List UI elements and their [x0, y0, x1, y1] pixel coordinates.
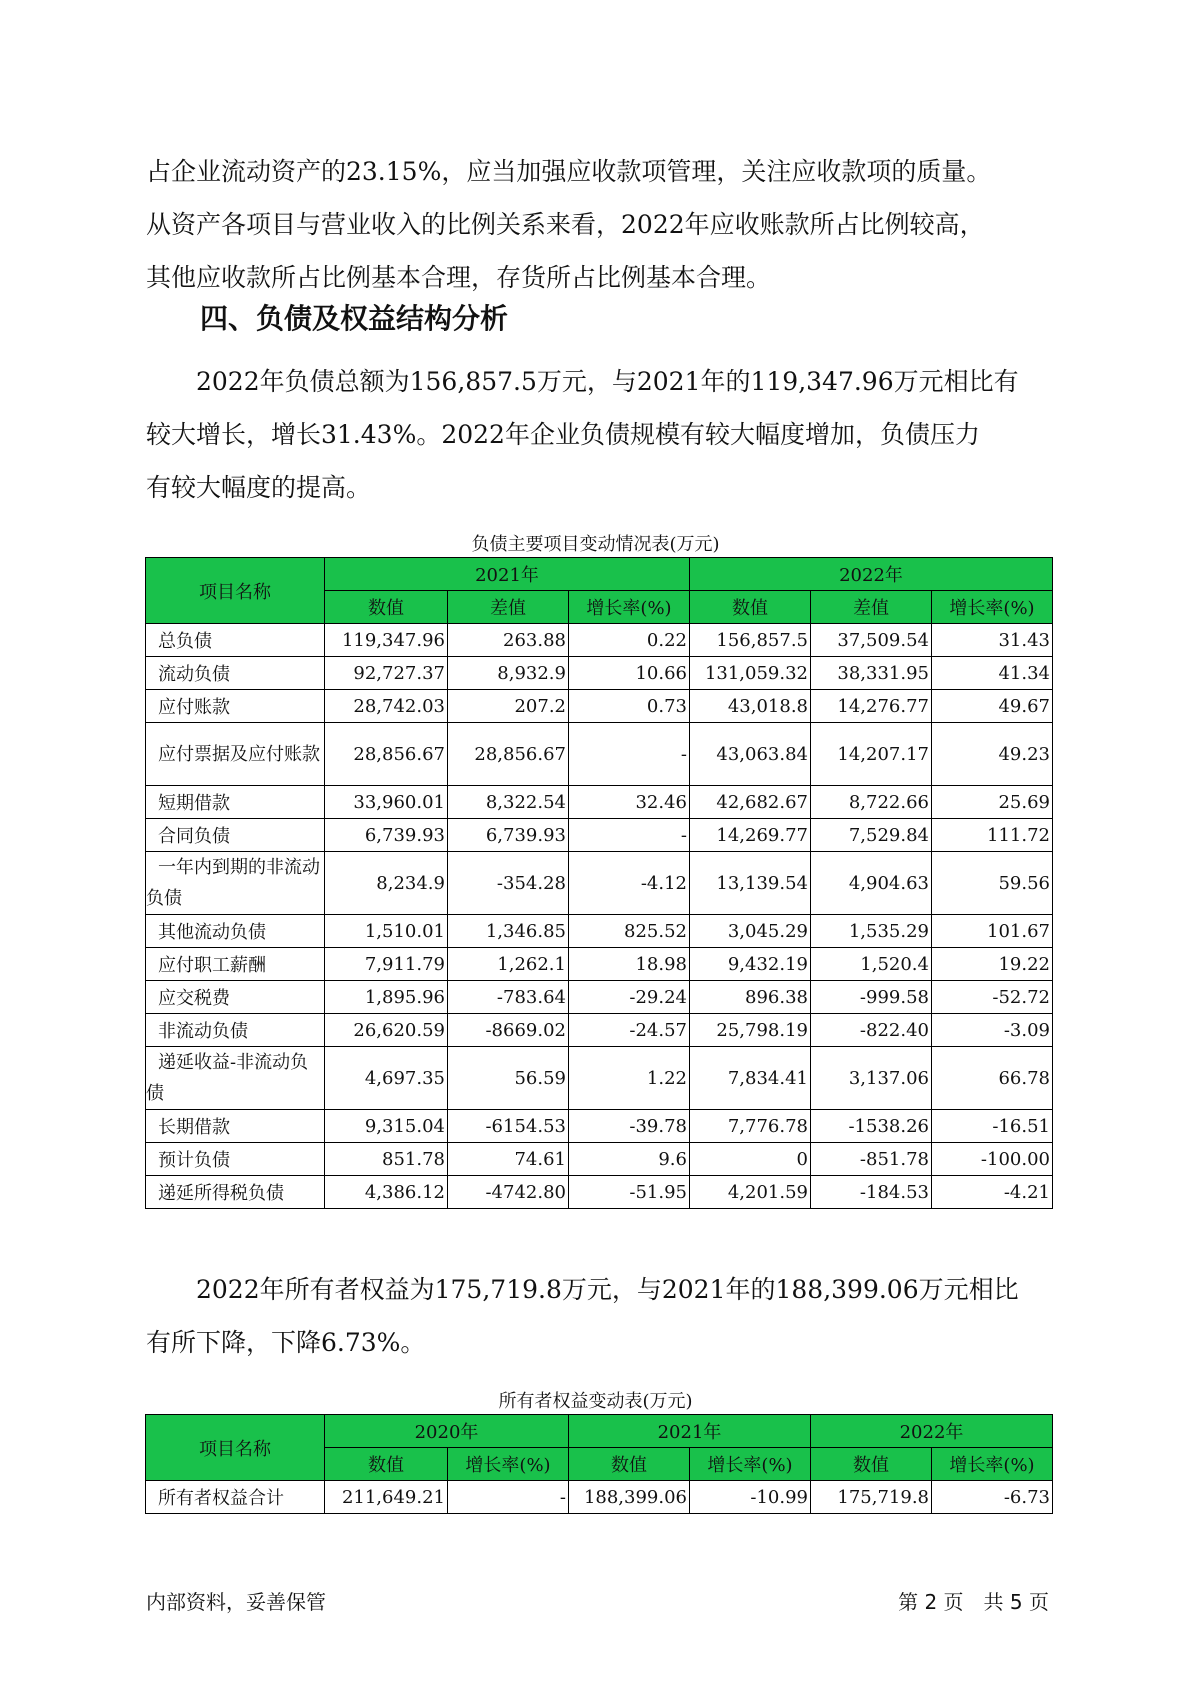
table-cell: 3,137.06: [811, 1047, 932, 1110]
equity-change-table: [145, 1414, 1053, 1514]
table-cell: 0: [690, 1143, 811, 1176]
table-cell: 7,776.78: [690, 1110, 811, 1143]
table-cell: -354.28: [448, 852, 569, 915]
table-row: [146, 1014, 1053, 1047]
table-cell: 49.23: [932, 723, 1053, 786]
header-sub: 增长率(%): [690, 1448, 811, 1481]
table-cell: 6,739.93: [325, 819, 448, 852]
table-cell: 38,331.95: [811, 657, 932, 690]
table-cell: 41.34: [932, 657, 1053, 690]
table-cell: 43,063.84: [690, 723, 811, 786]
table-cell: 1,520.4: [811, 948, 932, 981]
equity-table-caption: 所有者权益变动表(万元): [498, 1391, 693, 1412]
table-cell: 4,904.63: [811, 852, 932, 915]
table-cell: 211,649.21: [325, 1481, 448, 1514]
table-row: [146, 819, 1053, 852]
table-cell: 32.46: [569, 786, 690, 819]
table-cell: 8,234.9: [325, 852, 448, 915]
header-sub: 差值: [448, 591, 569, 624]
table-row: [146, 1110, 1053, 1143]
header-year: 2022年: [690, 558, 1053, 591]
table-cell: 49.67: [932, 690, 1053, 723]
table-row: [146, 981, 1053, 1014]
row-item-name: 短期借款: [146, 786, 325, 819]
table-cell: 28,856.67: [448, 723, 569, 786]
row-item-name: 预计负债: [146, 1143, 325, 1176]
header-year: 2022年: [811, 1415, 1053, 1448]
row-item-name: 递延收益-非流动负债: [146, 1047, 325, 1110]
table-cell: 156,857.5: [690, 624, 811, 657]
header-sub: 增长率(%): [448, 1448, 569, 1481]
equity-paragraph: [146, 1263, 1058, 1369]
paragraph-line: 有所下降，下降6.73%。: [146, 1328, 426, 1357]
table-cell: -16.51: [932, 1110, 1053, 1143]
liability-table-body: [146, 624, 1053, 1209]
table-cell: 6,739.93: [448, 819, 569, 852]
footer-confidential-note: 内部资料，妥善保管: [146, 1590, 326, 1614]
table-cell: 263.88: [448, 624, 569, 657]
table-cell: 74.61: [448, 1143, 569, 1176]
paragraph-line: 占企业流动资产的23.15%，应当加强应收款项管理，关注应收款项的质量。: [146, 157, 992, 186]
header-sub: 数值: [325, 1448, 448, 1481]
table-cell: -100.00: [932, 1143, 1053, 1176]
table-cell: -999.58: [811, 981, 932, 1014]
table-cell: -29.24: [569, 981, 690, 1014]
table-cell: 28,742.03: [325, 690, 448, 723]
table-cell: -4742.80: [448, 1176, 569, 1209]
table-cell: 1,895.96: [325, 981, 448, 1014]
header-year: 2020年: [325, 1415, 569, 1448]
table-cell: 14,276.77: [811, 690, 932, 723]
table-row: [146, 948, 1053, 981]
table-cell: 19.22: [932, 948, 1053, 981]
table-cell: -10.99: [690, 1481, 811, 1514]
header-sub: 增长率(%): [569, 591, 690, 624]
table-cell: 4,386.12: [325, 1176, 448, 1209]
header-year: 2021年: [569, 1415, 811, 1448]
row-item-name: 总负债: [146, 624, 325, 657]
header-item-name: 项目名称: [146, 1415, 325, 1481]
table-row: [146, 786, 1053, 819]
table-cell: -6154.53: [448, 1110, 569, 1143]
table-cell: -24.57: [569, 1014, 690, 1047]
table-cell: 33,960.01: [325, 786, 448, 819]
table-row: [146, 1143, 1053, 1176]
table-cell: 8,322.54: [448, 786, 569, 819]
row-item-name: 应交税费: [146, 981, 325, 1014]
table-cell: -822.40: [811, 1014, 932, 1047]
table-cell: 188,399.06: [569, 1481, 690, 1514]
table-cell: -51.95: [569, 1176, 690, 1209]
table-cell: -4.21: [932, 1176, 1053, 1209]
table-cell: 25.69: [932, 786, 1053, 819]
table-cell: -52.72: [932, 981, 1053, 1014]
header-year: 2021年: [325, 558, 690, 591]
liability-table-caption: 负债主要项目变动情况表(万元): [471, 534, 720, 555]
table-cell: 43,018.8: [690, 690, 811, 723]
table-cell: 9,315.04: [325, 1110, 448, 1143]
liability-paragraph: [146, 355, 1058, 514]
table-cell: 25,798.19: [690, 1014, 811, 1047]
row-item-name: 应付职工薪酬: [146, 948, 325, 981]
header-sub: 差值: [811, 591, 932, 624]
table-cell: 851.78: [325, 1143, 448, 1176]
table-cell: 42,682.67: [690, 786, 811, 819]
table-cell: 101.67: [932, 915, 1053, 948]
row-item-name: 长期借款: [146, 1110, 325, 1143]
table-row: [146, 1481, 1053, 1514]
header-sub: 数值: [811, 1448, 932, 1481]
table-cell: 131,059.32: [690, 657, 811, 690]
row-item-name: 应付票据及应付账款: [146, 723, 325, 786]
table-cell: 56.59: [448, 1047, 569, 1110]
row-item-name: 合同负债: [146, 819, 325, 852]
table-row: [146, 657, 1053, 690]
table-cell: 18.98: [569, 948, 690, 981]
row-item-name: 非流动负债: [146, 1014, 325, 1047]
paragraph-line: 2022年负债总额为156,857.5万元，与2021年的119,347.96万元相比有: [146, 367, 1019, 396]
paragraph-line: 2022年所有者权益为175,719.8万元，与2021年的188,399.06万元相比: [146, 1275, 1019, 1304]
paragraph-line: 有较大幅度的提高。: [146, 473, 372, 502]
table-cell: 9,432.19: [690, 948, 811, 981]
table-row: [146, 915, 1053, 948]
table-cell: -: [569, 819, 690, 852]
table-cell: 119,347.96: [325, 624, 448, 657]
row-item-name: 所有者权益合计: [146, 1481, 325, 1514]
table-row: [146, 852, 1053, 915]
row-item-name: 应付账款: [146, 690, 325, 723]
table-row: [146, 723, 1053, 786]
paragraph-line: 其他应收款所占比例基本合理，存货所占比例基本合理。: [146, 263, 772, 292]
table-cell: -4.12: [569, 852, 690, 915]
table-cell: -: [569, 723, 690, 786]
table-cell: 8,932.9: [448, 657, 569, 690]
table-cell: 1,535.29: [811, 915, 932, 948]
table-cell: 896.38: [690, 981, 811, 1014]
table-cell: 31.43: [932, 624, 1053, 657]
table-cell: 0.73: [569, 690, 690, 723]
table-row: [146, 624, 1053, 657]
table-cell: -3.09: [932, 1014, 1053, 1047]
intro-paragraph: [146, 145, 1058, 304]
table-cell: 111.72: [932, 819, 1053, 852]
table-cell: 9.6: [569, 1143, 690, 1176]
table-cell: -851.78: [811, 1143, 932, 1176]
row-item-name: 流动负债: [146, 657, 325, 690]
row-item-name: 递延所得税负债: [146, 1176, 325, 1209]
table-cell: -783.64: [448, 981, 569, 1014]
header-sub: 增长率(%): [932, 1448, 1053, 1481]
footer-page-number: 第 2 页 共 5 页: [898, 1590, 1049, 1614]
table-cell: 1.22: [569, 1047, 690, 1110]
table-cell: 14,269.77: [690, 819, 811, 852]
table-cell: 13,139.54: [690, 852, 811, 915]
table-cell: 10.66: [569, 657, 690, 690]
table-cell: 825.52: [569, 915, 690, 948]
liability-change-table: [145, 557, 1053, 1209]
table-cell: -1538.26: [811, 1110, 932, 1143]
table-cell: 207.2: [448, 690, 569, 723]
table-cell: -: [448, 1481, 569, 1514]
table-cell: 4,201.59: [690, 1176, 811, 1209]
paragraph-line: 从资产各项目与营业收入的比例关系来看，2022年应收账款所占比例较高，: [146, 210, 985, 239]
row-item-name: 其他流动负债: [146, 915, 325, 948]
header-sub: 数值: [690, 591, 811, 624]
table-cell: 3,045.29: [690, 915, 811, 948]
table-cell: 8,722.66: [811, 786, 932, 819]
table-cell: 1,346.85: [448, 915, 569, 948]
header-sub: 数值: [325, 591, 448, 624]
paragraph-line: 较大增长，增长31.43%。2022年企业负债规模有较大幅度增加，负债压力: [146, 420, 980, 449]
table-cell: -184.53: [811, 1176, 932, 1209]
table-cell: 66.78: [932, 1047, 1053, 1110]
table-cell: 37,509.54: [811, 624, 932, 657]
table-cell: 1,262.1: [448, 948, 569, 981]
table-row: [146, 1176, 1053, 1209]
table-cell: -6.73: [932, 1481, 1053, 1514]
table-cell: 1,510.01: [325, 915, 448, 948]
table-cell: 0.22: [569, 624, 690, 657]
table-cell: 26,620.59: [325, 1014, 448, 1047]
table-cell: 92,727.37: [325, 657, 448, 690]
header-sub: 数值: [569, 1448, 690, 1481]
header-sub: 增长率(%): [932, 591, 1053, 624]
header-item-name: 项目名称: [146, 558, 325, 624]
table-cell: 28,856.67: [325, 723, 448, 786]
table-cell: 7,911.79: [325, 948, 448, 981]
table-cell: -8669.02: [448, 1014, 569, 1047]
table-cell: 4,697.35: [325, 1047, 448, 1110]
table-cell: 59.56: [932, 852, 1053, 915]
equity-table-body: [146, 1481, 1053, 1514]
table-row: [146, 1047, 1053, 1110]
table-cell: 7,834.41: [690, 1047, 811, 1110]
table-cell: -39.78: [569, 1110, 690, 1143]
table-cell: 175,719.8: [811, 1481, 932, 1514]
table-cell: 7,529.84: [811, 819, 932, 852]
section-heading: 四、负债及权益结构分析: [200, 302, 509, 335]
table-row: [146, 690, 1053, 723]
row-item-name: 一年内到期的非流动负债: [146, 852, 325, 915]
table-cell: 14,207.17: [811, 723, 932, 786]
